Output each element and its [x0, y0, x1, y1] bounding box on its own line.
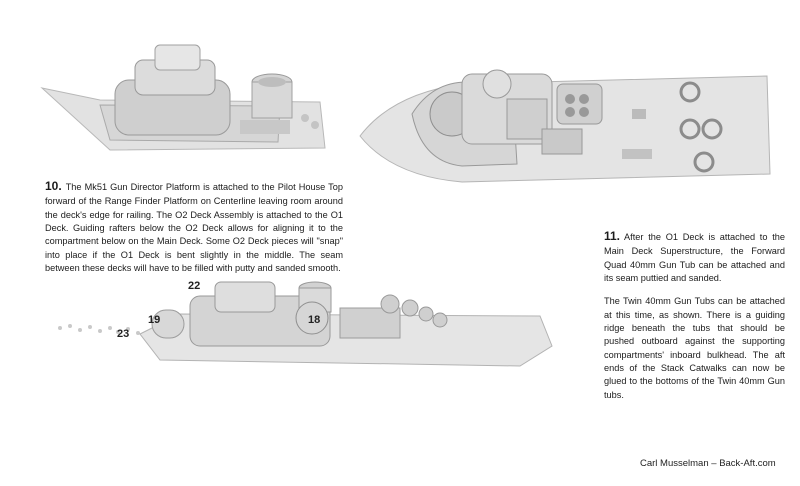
footer-credit: Carl Musselman – Back-Aft.com: [640, 458, 776, 469]
callout-22: 22: [188, 280, 201, 292]
step-10: [45, 178, 343, 275]
step-11-text-2: The Twin 40mm Gun Tubs can be attached at this time, as shown. There is a guiding ridge beneath the tubs that should be pushed outboard against the supporting compartments' inboard bulkhead. The aft ends of the Stack Catwalks can now be glued to the bottoms of the Twin 40mm Gun tubs.: [604, 296, 785, 400]
photo-hull-assembly: [40, 268, 560, 378]
step-11-number: 11.: [604, 229, 621, 243]
photo-superstructure-overhead: [352, 54, 772, 189]
step-11: [604, 228, 785, 412]
photo-superstructure-angled: [40, 30, 340, 160]
step-10-number: 10.: [45, 179, 62, 193]
callout-23: 23: [117, 328, 130, 340]
callout-19: 19: [148, 314, 161, 326]
callout-18: 18: [308, 314, 321, 326]
step-11-text: After the O1 Deck is attached to the Main Deck Superstructure, the Forward Quad 40mm Gun Tub can be attached and its seam puttied and sanded.: [604, 232, 785, 284]
step-10-text: The Mk51 Gun Director Platform is attached to the Pilot House Top forward of the Range Finder Platform on Centerline leaving room around the deck's edge for railing. The O2 Deck Assembly is attached to the O1 Deck. Guiding rafters below the O2 Deck allows for aligning it to the compartment below on the Main Deck. Some O2 Deck pieces will "snap" into place if the O1 Deck is bent slightly in the middle. The seam between these decks will have to be filled with putty and sanded smooth.: [45, 182, 343, 274]
